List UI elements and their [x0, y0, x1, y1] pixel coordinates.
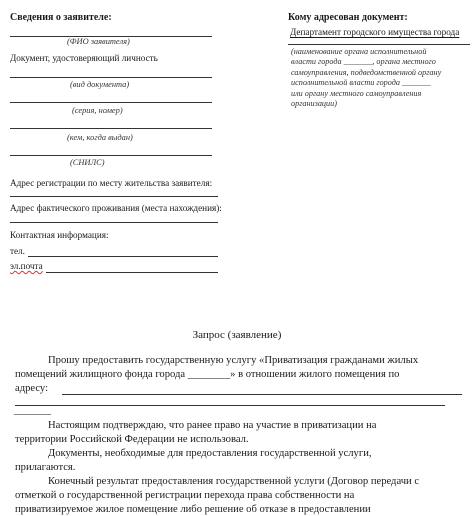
para1-line: помещений жилищного фонда города ________» в отношении жилого помещения по: [15, 369, 400, 380]
addressee-heading: Кому адресован документ:: [288, 12, 408, 23]
email-line[interactable]: [46, 272, 218, 273]
blank-end: _______: [14, 405, 52, 416]
para1-line: Прошу предоставить государственную услугу «Приватизация гражданами жилых: [48, 355, 419, 366]
doc-type-line[interactable]: [10, 77, 212, 78]
addressee-hint-line: власти города _______, органа местного: [291, 57, 436, 67]
email-label: эл.почта: [10, 261, 43, 271]
fio-hint: (ФИО заявителя): [67, 37, 130, 46]
addressee-hint-line: организации): [291, 99, 337, 109]
issued-line[interactable]: [10, 128, 212, 129]
actual-address-label: Адрес фактического проживания (места нахождения):: [10, 203, 222, 213]
address-line-2[interactable]: [15, 405, 445, 406]
request-title: Запрос (заявление): [192, 329, 282, 341]
para1-line: адресу:: [15, 383, 49, 394]
reg-address-label: Адрес регистрации по месту жительства заявителя:: [10, 178, 213, 188]
para2-line: территории Российской Федерации не использовал.: [15, 434, 249, 445]
phone-line[interactable]: [28, 256, 218, 257]
doc-label: Документ, удостоверяющий личность: [10, 53, 158, 63]
para4-line: приватизируемое жилое помещение либо решение об отказе в предоставлении: [15, 504, 371, 515]
addressee-hint-line: или органу местного самоуправления: [291, 88, 422, 98]
para3-line: Документы, необходимые для предоставления государственной услуги,: [48, 448, 372, 459]
series-hint: (серия, номер): [72, 106, 123, 115]
para3-line: прилагаются.: [15, 462, 76, 473]
address-line[interactable]: [62, 394, 462, 395]
department-name: Департамент городского имущества города: [290, 27, 460, 37]
para4-line: отметкой о государственной регистрации перехода права собственности на: [15, 490, 355, 501]
issued-hint: (кем, когда выдан): [67, 133, 133, 142]
department-line[interactable]: [288, 44, 470, 45]
snils-line[interactable]: [10, 155, 212, 156]
reg-address-line[interactable]: [10, 196, 218, 197]
addressee-hint: [291, 47, 441, 109]
series-line[interactable]: [10, 102, 212, 103]
para2-line: Настоящим подтверждаю, что ранее право на участие в приватизации на: [48, 420, 377, 431]
addressee-hint-line: исполнительной власти города _______: [291, 78, 431, 88]
para4-line: Конечный результат предоставления государственной услуги (Договор передачи с: [48, 476, 420, 487]
applicant-heading: Сведения о заявителе:: [10, 12, 112, 23]
snils-hint: (СНИЛС): [70, 158, 105, 167]
doc-type-hint: (вид документа): [70, 80, 130, 89]
contact-label: Контактная информация:: [10, 230, 109, 240]
phone-label: тел.: [10, 246, 25, 256]
actual-address-line[interactable]: [10, 222, 218, 223]
addressee-hint-line: (наименование органа исполнительной: [291, 47, 427, 56]
addressee-hint-line: самоуправления, подведомственной органу: [291, 67, 442, 77]
